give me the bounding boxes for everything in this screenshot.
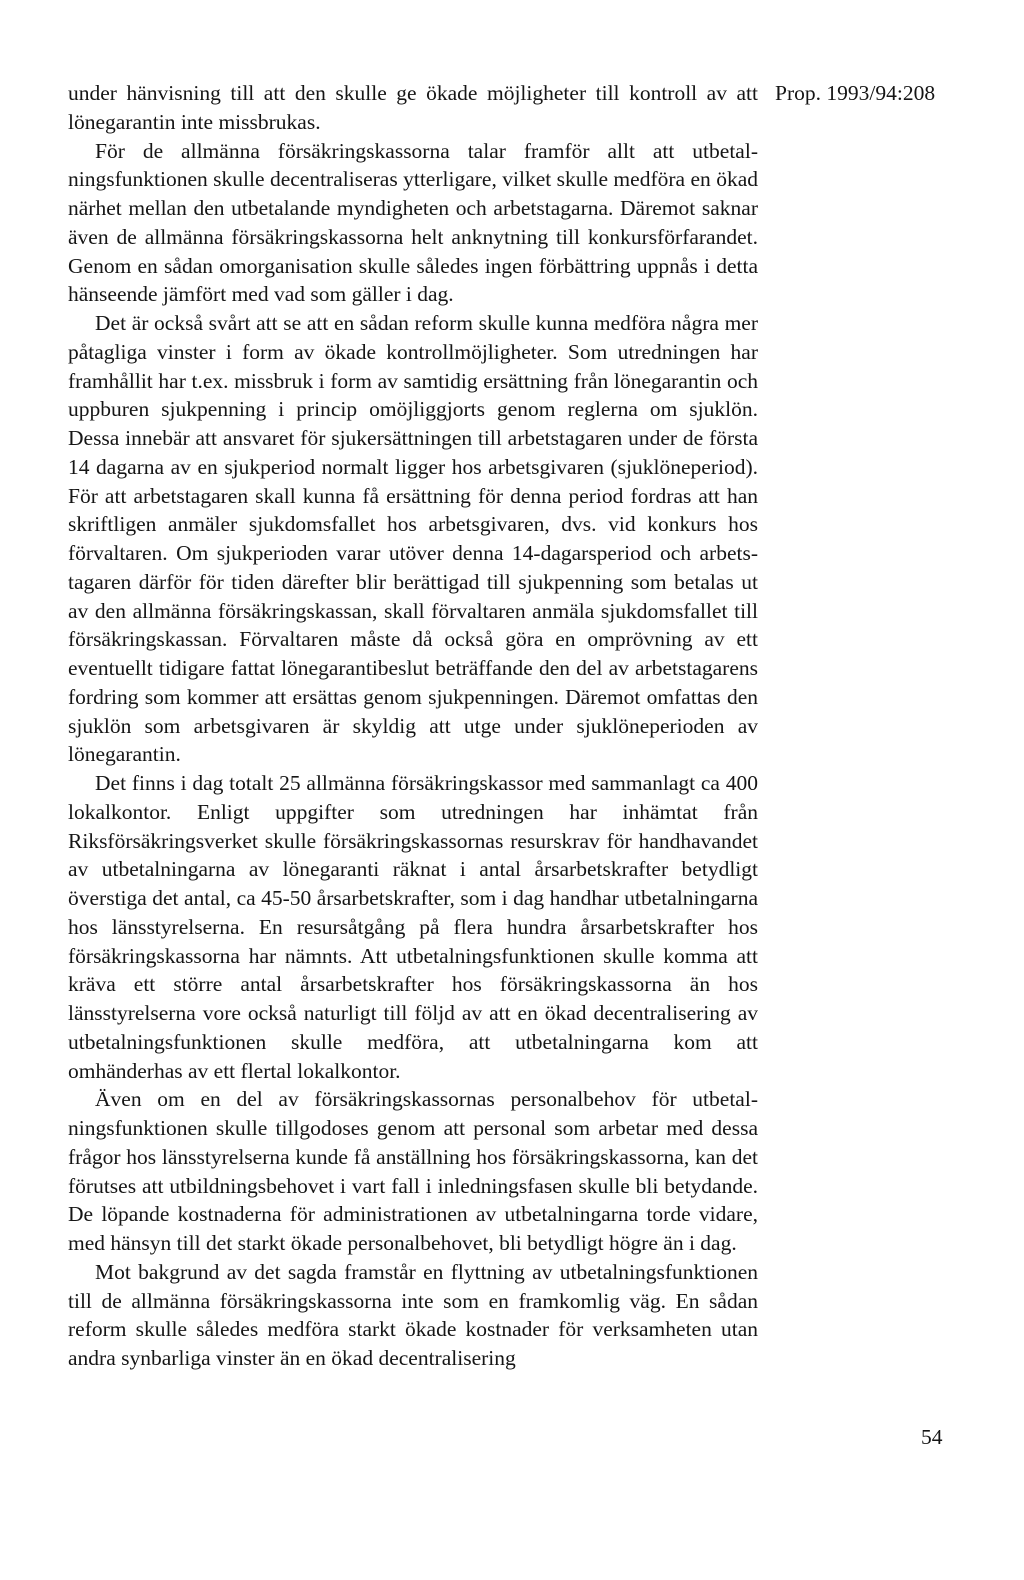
paragraph: Det finns i dag totalt 25 allmänna försäkringskassor med sammanlagt ca 400 lokalkontor. Enligt uppgifter som utredningen har inhämtat från Riksförsäkringsverket skulle försäkringskassornas resurskrav för handhavandet av utbetalningarna av lönegaranti räknat i antal årsarbetskrafter betydligt överstiga det antal, ca 45-50 årsarbetskrafter, som i dag handhar utbetalningarna hos länsstyrelserna. En resursåtgång på flera hundra årsarbetskrafter hos försäkringskassorna har nämnts. Att utbetalningsfunktionen skulle komma att kräva ett större antal årsarbetskrafter hos försäkringskassorna än hos länsstyrelserna vore också naturligt till följd av att en ökad decentralisering av utbetalningsfunktionen skulle medföra, att utbetalningarna kom att omhänderhas av ett flertal lokalkontor. xyxy=(68,771,758,1083)
page-number: 54 xyxy=(921,1425,943,1449)
proposition-reference: Prop. 1993/94:208 xyxy=(775,81,936,105)
paragraph: Även om en del av försäkringskassornas personalbehov för utbetalningsfunktionen skulle tillgodoses genom att personal som arbetar med dessa frågor hos länsstyrelserna kunde få anställning hos försäkringskassorna, kan det förutses att utbildningsbehovet i vart fall i inledningsfasen skulle bli betydande. De löpande kostnaderna för administrationen av utbetalningarna torde vidare, med hänsyn till det starkt ökade personalbehovet, bli betydligt högre än i dag. xyxy=(68,1087,758,1255)
paragraph: Det är också svårt att se att en sådan reform skulle kunna medföra några mer påtagliga vinster i form av ökade kontrollmöjligheter. Som utredningen har framhållit har t.ex. missbruk i form av samtidig ersättning från lönegarantin och uppburen sjukpenning i princip omöjliggjorts genom reglerna om sjuklön. Dessa innebär att ansvaret för sjukersättningen till arbetstagaren under de första 14 dagarna av en sjukperiod normalt ligger hos arbetsgivaren (sjuklöneperiod). För att arbetstagaren skall kunna få ersättning för denna period fordras att han skriftligen anmäler sjukdomsfallet hos arbetsgivaren, dvs. vid konkurs hos förvaltaren. Om sjukperioden varar utöver denna 14-dagarsperiod och arbetstagaren därför för tiden därefter blir berättigad till sjukpenning som betalas ut av den allmänna försäkringskassan, skall förvaltaren anmäla sjukdomsfallet till försäkringskassan. Förvaltaren måste då också göra en omprövning av ett eventuellt tidigare fattat lönegarantibeslut beträffande den del av arbetstagarens fordring som kommer att ersättas genom sjukpenningen. Däremot omfattas den sjuklön som arbetsgivaren är skyldig att utge under sjuklöneperioden av lönegarantin. xyxy=(68,311,758,767)
paragraph: För de allmänna försäkringskassorna talar framför allt att utbetalningsfunktionen skulle decentraliseras ytterligare, vilket skulle medföra en ökad närhet mellan den utbetalande myndigheten och arbetstagarna. Däremot saknar även de allmänna försäkringskassorna helt anknytning till konkursförfarandet. Genom en sådan omorganisation skulle således ingen förbättring uppnås i detta hänseende jämfört med vad som gäller i dag. xyxy=(68,138,758,307)
paragraph: under hänvisning till att den skulle ge ökade möjligheter till kontroll av att lönegarantin inte missbrukas. xyxy=(68,81,758,134)
paragraph: Mot bakgrund av det sagda framstår en flyttning av utbetalningsfunktionen till de allmänna försäkringskassorna inte som en framkomlig väg. En sådan reform skulle således medföra starkt ökade kostnader för verksamheten utan andra synbarliga vinster än en ökad decentralisering xyxy=(68,1259,758,1370)
body-text xyxy=(68,79,758,1373)
